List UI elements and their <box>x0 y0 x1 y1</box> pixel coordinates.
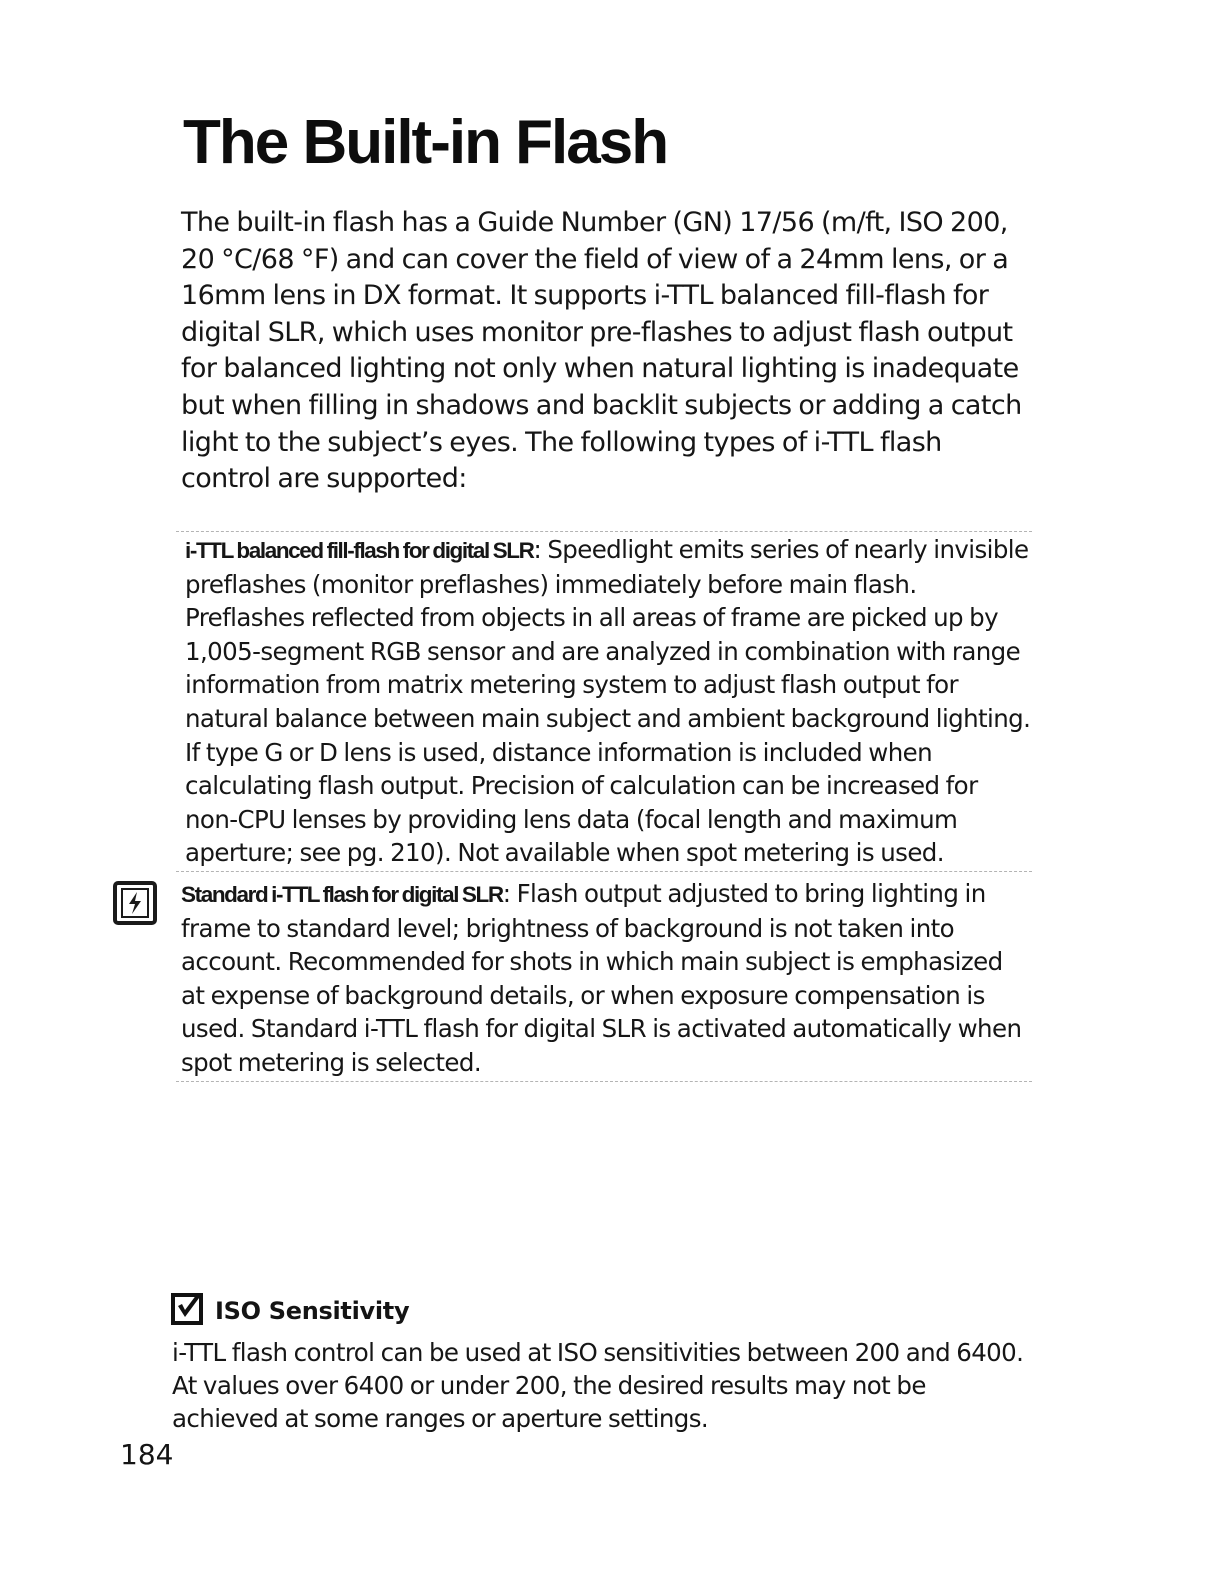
flash-type-term: i-TTL balanced fill-flash for digital SLR <box>185 538 534 563</box>
page-title: The Built-in Flash <box>183 108 668 177</box>
table-middle-rule <box>176 871 1032 872</box>
page-number: 184 <box>120 1438 174 1471</box>
flash-mode-icon <box>112 880 158 926</box>
flash-type-entry-balanced <box>185 533 1031 870</box>
note-body: i-TTL flash control can be used at ISO sensitivities between 200 and 6400. At values over 6400 or under 200, the desired results may not be achieved at some ranges or aperture settings. <box>172 1338 1024 1433</box>
flash-type-description: Speedlight emits series of nearly invisible preflashes (monitor preflashes) immediately before main flash. Preflashes reflected from objects in all areas of frame are picked up by 1,005-segment RGB sensor and are analyzed in combination with range information from matrix metering system to adjust flash output for natural balance between main subject and ambient background lighting. If type G or D lens is used, distance information is included when calculating flash output. Precision of calculation can be increased for non-CPU lenses by providing lens data (focal length and maximum aperture; see pg. 210). Not available when spot metering is used. <box>185 535 1031 868</box>
checkmark-note-icon <box>171 1291 205 1325</box>
flash-type-entry-standard <box>181 877 1027 1080</box>
term-separator: : <box>533 535 542 564</box>
note-title: ISO Sensitivity <box>215 1297 410 1325</box>
intro-paragraph: The built-in flash has a Guide Number (GN) 17/56 (m/ft, ISO 200, 20 °C/68 °F) and can cover the field of view of a 24mm lens, or a 16mm lens in DX format. It supports i-TTL balanced fill-flash for digital SLR, which uses monitor pre-flashes to adjust flash output for balanced lighting not only when natural lighting is inadequate but when filling in shadows and backlit subjects or adding a catch light to the subject’s eyes. The following types of i-TTL flash control are supported: <box>181 207 1022 495</box>
table-bottom-rule <box>176 1081 1032 1082</box>
flash-type-description: Flash output adjusted to bring lighting in frame to standard level; brightness of background is not taken into account. Recommended for shots in which main subject is emphasized at expense of background details, or when exposure compensation is used. Standard i-TTL flash for digital SLR is activated automatically when spot metering is selected. <box>181 879 1022 1077</box>
term-separator: : <box>502 879 511 908</box>
table-top-rule <box>176 531 1032 532</box>
flash-type-term: Standard i-TTL flash for digital SLR <box>181 882 503 907</box>
